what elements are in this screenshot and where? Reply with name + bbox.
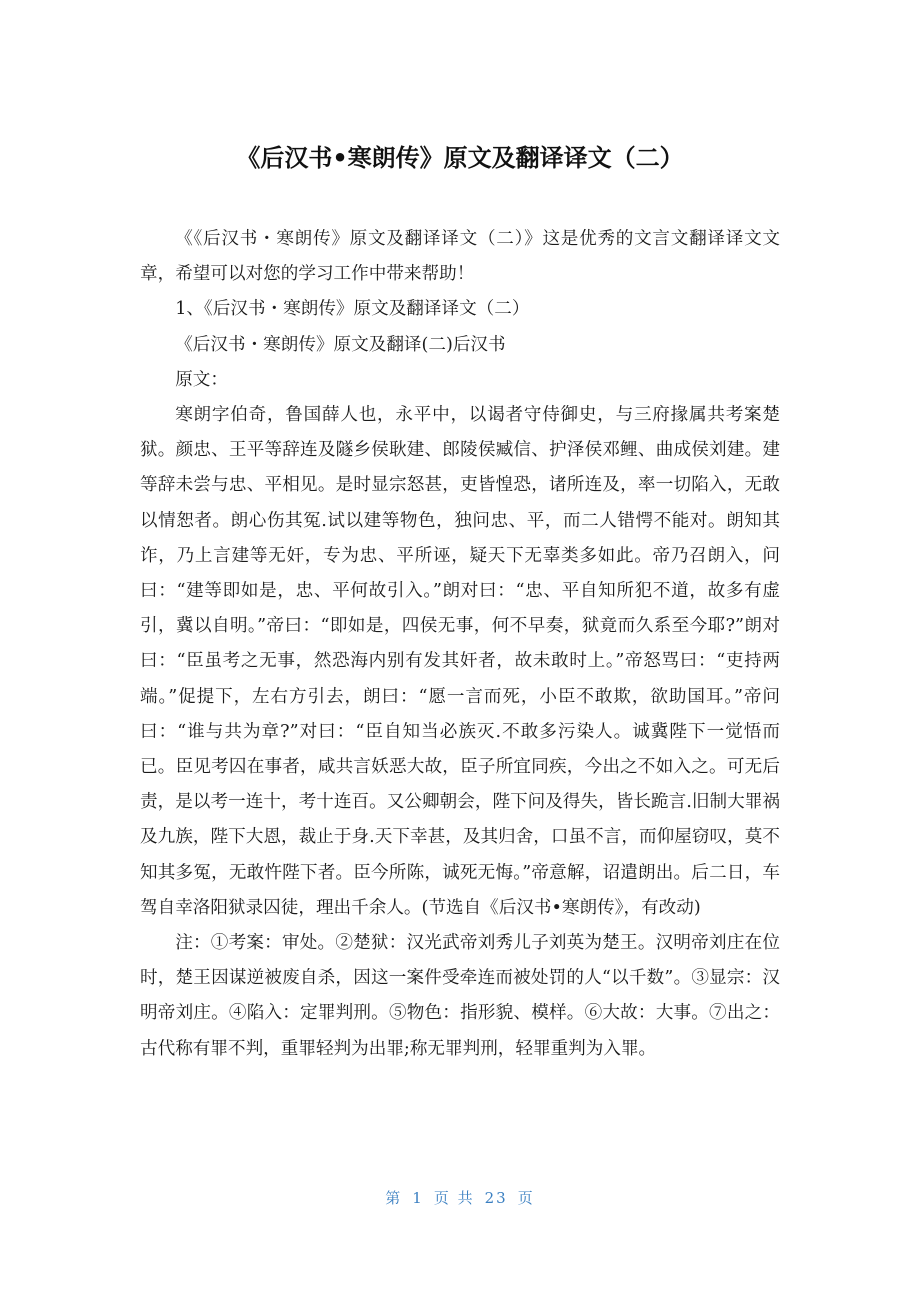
document-body [140, 222, 780, 1067]
document-title: 《后汉书•寒朗传》原文及翻译译文（二） [236, 144, 684, 172]
original-text-label: 原文： [175, 369, 228, 390]
intro-paragraph: 《《后汉书・寒朗传》原文及翻译译文（二）》这是优秀的文言文翻译译文文章，希望可以对您的学习工作中带来帮助！ [140, 229, 780, 285]
original-text-paragraph: 寒朗字伯奇，鲁国薛人也，永平中，以谒者守侍御史，与三府掾属共考案楚狱。颜忠、王平等辞连及隧乡侯耿建、郎陵侯臧信、护泽侯邓鲤、曲成侯刘建。建等辞未尝与忠、平相见。是时显宗怒甚，吏皆惶恐，诸所连及，率一切陷入，无敢以情恕者。朗心伤其冤.试以建等物色，独问忠、平，而二人错愕不能对。朗知其诈，乃上言建等无奸，专为忠、平所诬，疑天下无辜类多如此。帝乃召朗入，问曰：“建等即如是，忠、平何故引入。”朗对曰：“忠、平自知所犯不道，故多有虚引，冀以自明。”帝曰：“即如是，四侯无事，何不早奏，狱竟而久系至今耶?”朗对曰：“臣虽考之无事，然恐海内别有发其奸者，故未敢时上。”帝怒骂曰：“吏持两端。”促提下，左右方引去，朗曰：“愿一言而死，小臣不敢欺，欲助国耳。”帝问曰：“谁与共为章?”对曰：“臣自知当必族灭.不敢多污染人。诚冀陛下一觉悟而已。臣见考囚在事者，咸共言妖恶大故，臣子所宜同疾，今出之不如入之。可无后责，是以考一连十，考十连百。又公卿朝会，陛下问及得失，皆长跪言.旧制大罪祸及九族，陛下大恩，裁止于身.天下幸甚，及其归舍，口虽不言，而仰屋窃叹，莫不知其多冤，无敢忤陛下者。臣今所陈，诚死无悔。”帝意解，诏遣朗出。后二日，车驾自幸洛阳狱录囚徒，理出千余人。(节选自《后汉书•寒朗传》，有改动) [140, 405, 780, 918]
section-heading: 1、《后汉书・寒朗传》原文及翻译译文（二） [175, 299, 530, 320]
footer-current-page: 1 [412, 1189, 424, 1207]
page-number-footer [0, 1187, 920, 1208]
footer-mid: 页 共 [433, 1189, 475, 1207]
notes-paragraph: 注：①考案：审处。②楚狱：汉光武帝刘秀儿子刘英为楚王。汉明帝刘庄在位时，楚王因谋逆被废自杀，因这一案件受牵连而被处罚的人“以千数”。③显宗：汉明帝刘庄。④陷入：定罪判刑。⑤物色：指形貌、模样。⑥大故：大事。⑦出之：古代称有罪不判，重罪轻判为出罪;称无罪判刑，轻罪重判为入罪。 [140, 933, 780, 1059]
footer-total-pages: 23 [484, 1189, 508, 1207]
footer-suffix: 页 [517, 1189, 535, 1207]
source-line: 《后汉书・寒朗传》原文及翻译(二)后汉书 [175, 334, 506, 355]
footer-prefix: 第 [385, 1189, 403, 1207]
